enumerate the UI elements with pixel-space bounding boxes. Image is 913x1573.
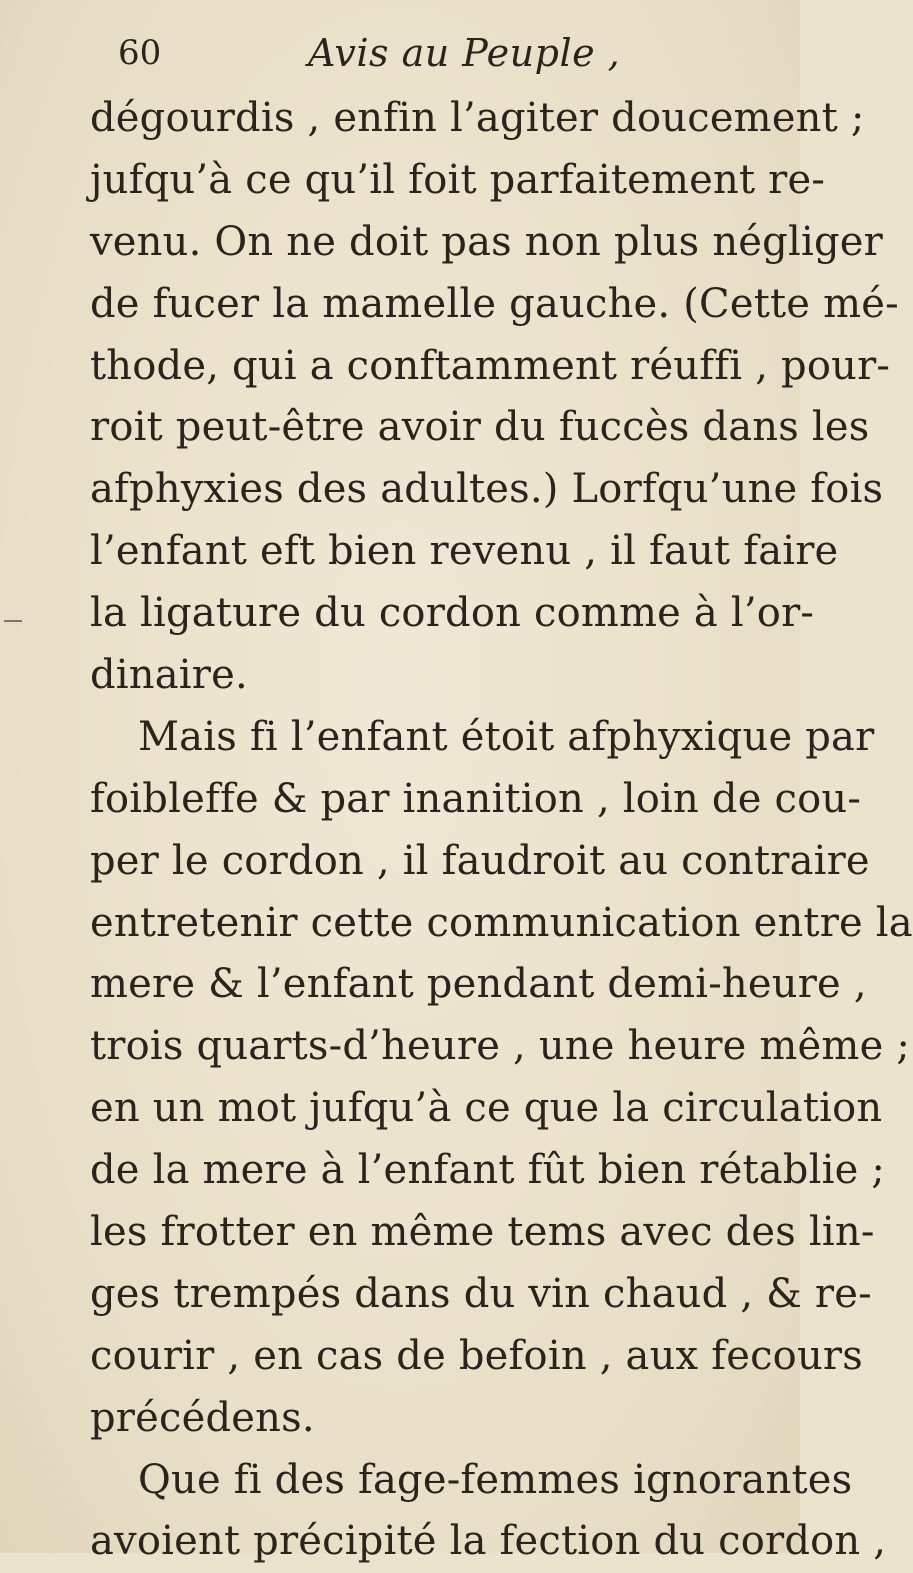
- text-line: la ligature du cordon comme à l’or-: [90, 590, 815, 637]
- text-line: l’enfant eft bien revenu , il faut faire: [90, 528, 839, 575]
- text-line: dégourdis , enfin l’agiter doucement ;: [90, 95, 865, 141]
- margin-mark: [4, 620, 22, 622]
- running-head: [118, 30, 740, 76]
- text-line: entretenir cette communication entre la: [90, 899, 913, 946]
- text-line: venu. On ne doit pas non plus négliger: [90, 218, 883, 265]
- text-line: per le cordon , il faudroit au contraire: [90, 837, 870, 884]
- text-line: avoient précipité la fection du cordon ,: [90, 1518, 887, 1565]
- text-line: de fucer la mamelle gauche. (Cette mé-: [90, 280, 899, 327]
- running-title: Avis au Peuple ,: [308, 31, 621, 75]
- text-line: thode, qui a conftamment réuffi , pour-: [90, 342, 891, 389]
- page-number: 60: [118, 33, 162, 73]
- text-line: en un mot jufqu’à ce que la circulation: [90, 1085, 883, 1132]
- text-line: jufqu’à ce qu’il foit parfaitement re-: [90, 156, 826, 203]
- text-line: foibleffe & par inanition , loin de cou-: [90, 775, 862, 822]
- text-line: précédens.: [90, 1394, 315, 1441]
- text-line: dinaire.: [90, 652, 248, 699]
- text-line: afphyxies des adultes.) Lorfqu’une fois: [90, 466, 884, 513]
- paragraph-start-line: Que fi des fage-femmes ignorantes: [138, 1456, 853, 1503]
- text-line: ges trempés dans du vin chaud , & re-: [90, 1270, 872, 1317]
- paragraph-start-line: Mais fi l’enfant étoit afphyxique par: [138, 713, 875, 760]
- text-line: courir , en cas de befoin , aux fecours: [90, 1332, 863, 1379]
- text-line: mere & l’enfant pendant demi-heure ,: [90, 961, 867, 1008]
- text-line: les frotter en même tems avec des lin-: [90, 1209, 875, 1256]
- body-text: [90, 88, 913, 1573]
- text-line: trois quarts-d’heure , une heure même ;: [90, 1023, 911, 1070]
- text-line: roit peut-être avoir du fuccès dans les: [90, 404, 870, 451]
- text-line: de la mere à l’enfant fût bien rétablie ;: [90, 1147, 886, 1194]
